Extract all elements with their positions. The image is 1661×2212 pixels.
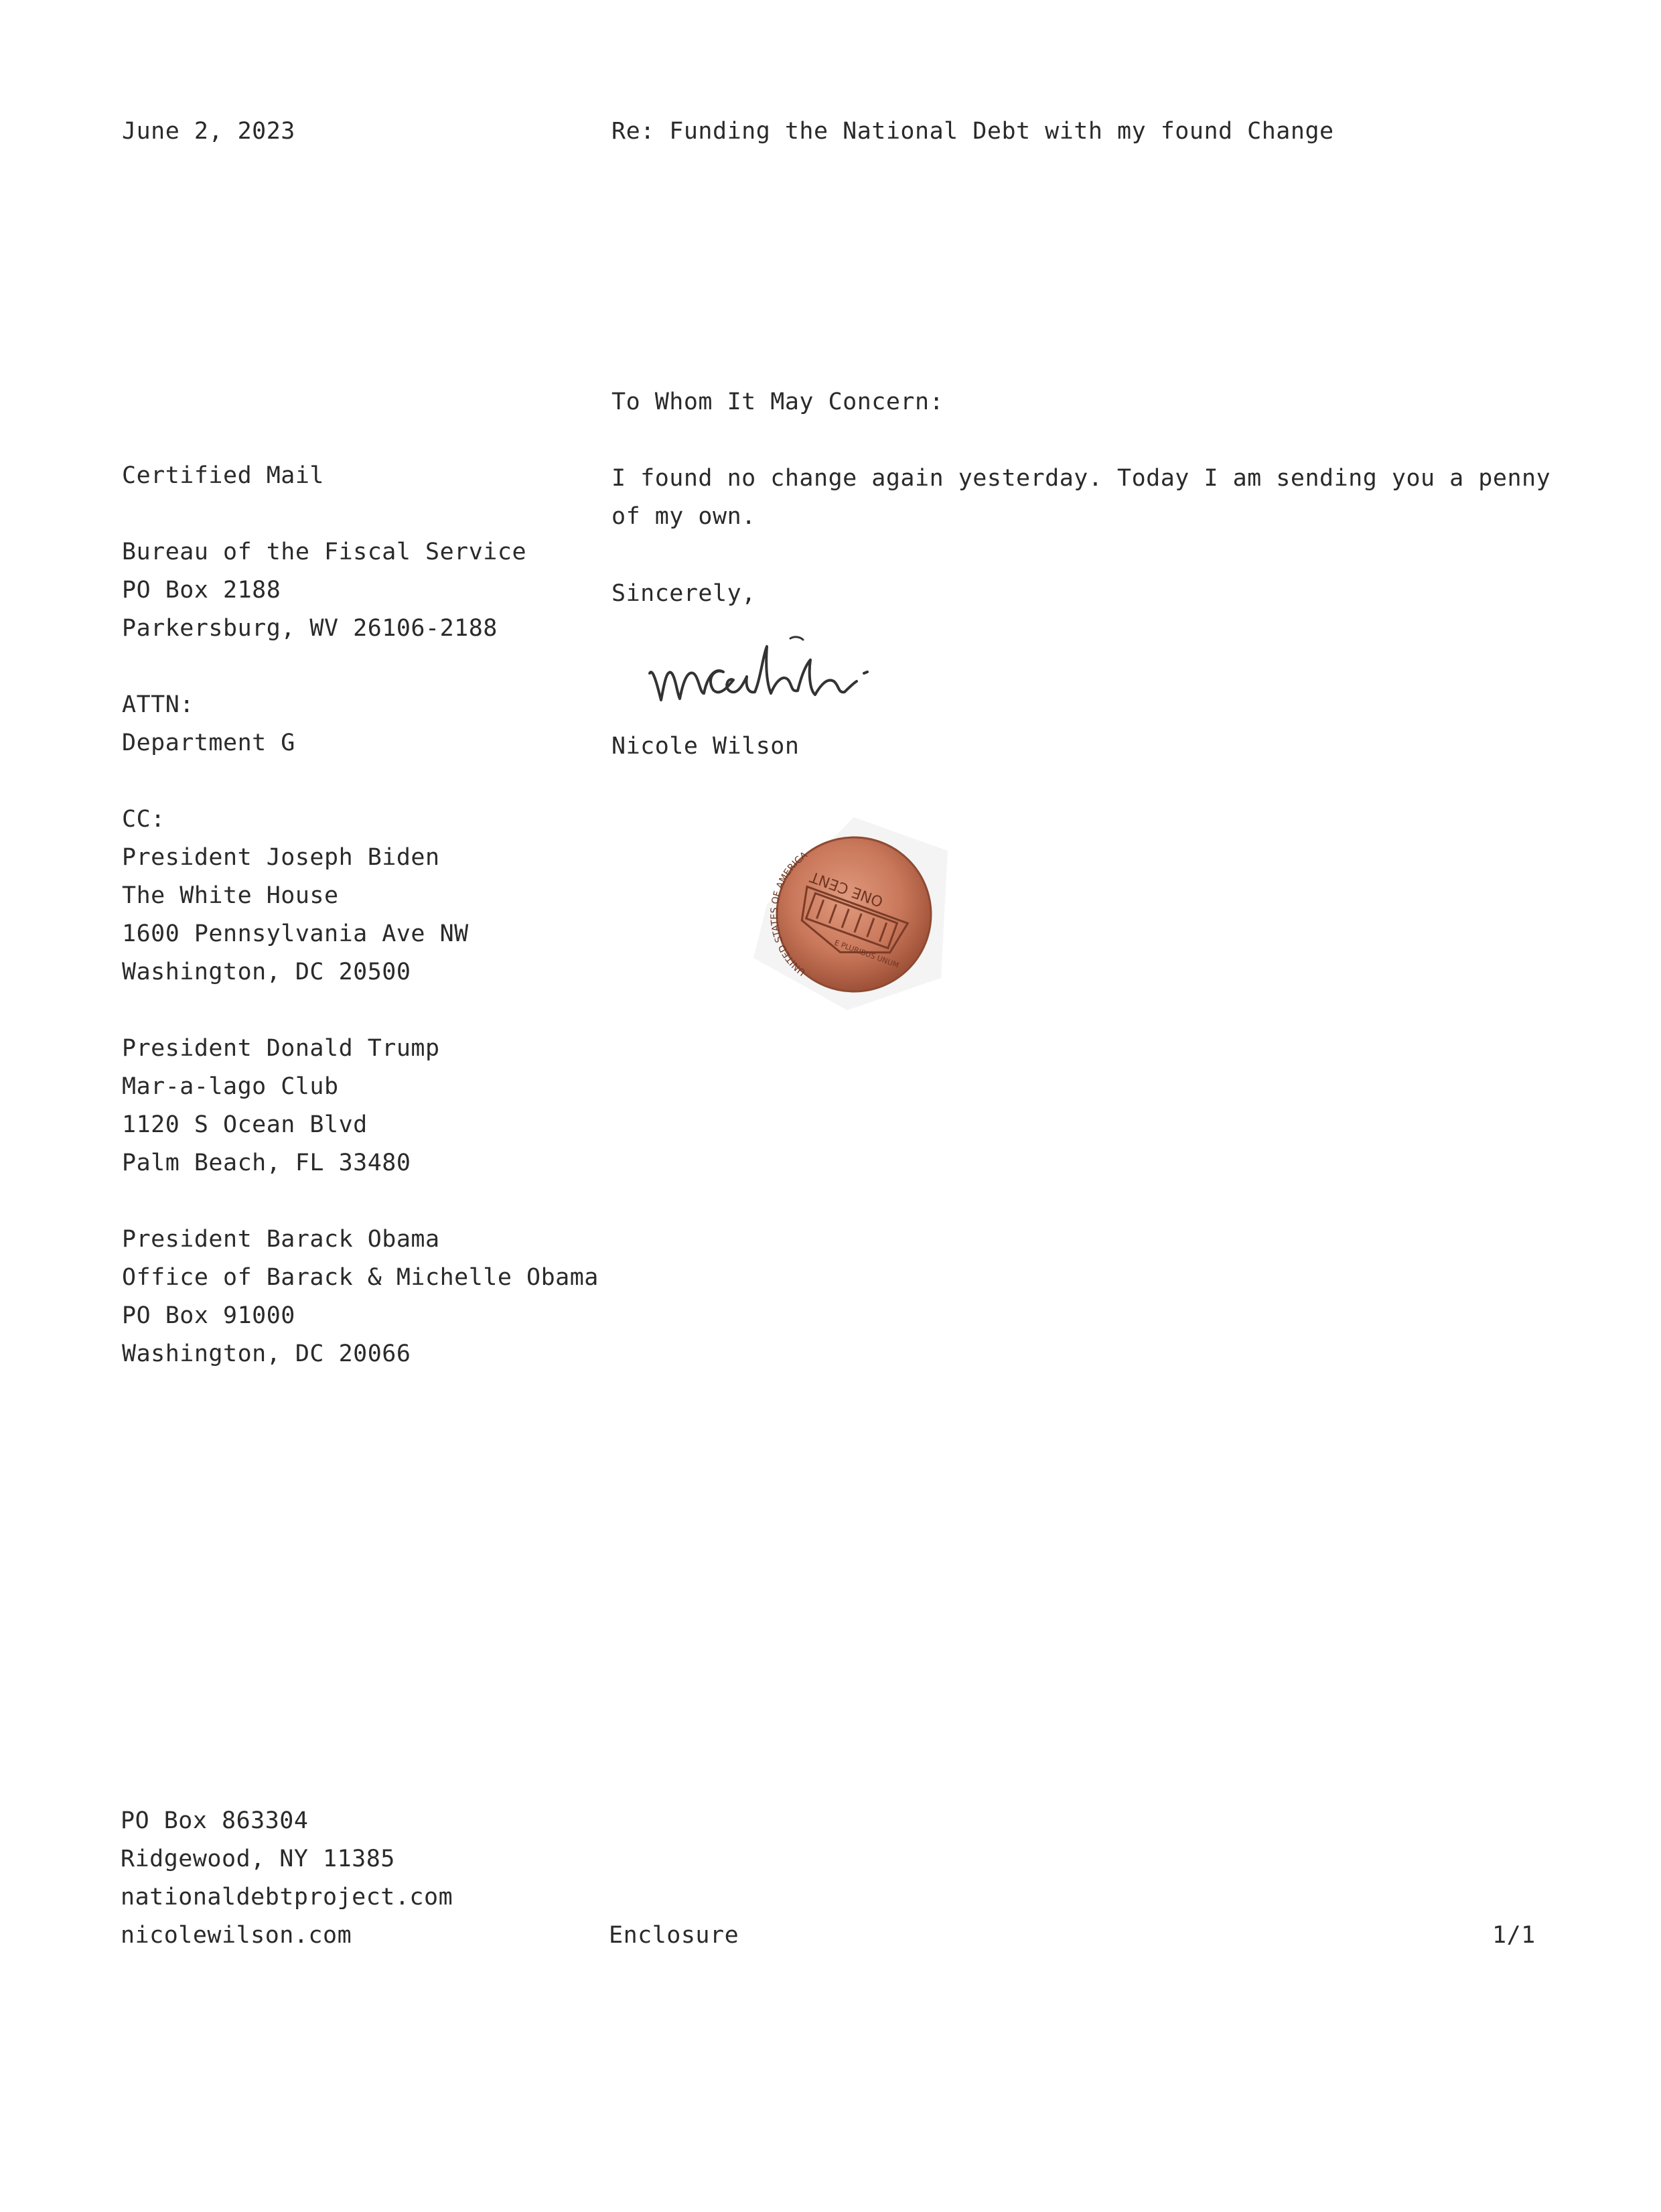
cc-line: President Donald Trump [122,1035,440,1062]
footer-link: nicolewilson.com [121,1922,352,1949]
cc-line: Washington, DC 20066 [122,1340,411,1367]
cc-line: Washington, DC 20500 [122,959,411,985]
cc-line: Mar-a-lago Club [122,1073,339,1100]
cc-line: The White House [122,882,339,909]
cc-line: 1120 S Ocean Blvd [122,1111,368,1138]
handwritten-signature [640,626,1001,713]
attn-label: ATTN: [122,691,194,718]
letter-date: June 2, 2023 [122,118,295,145]
letter-body [611,460,1550,536]
footer-line: Ridgewood, NY 11385 [121,1846,395,1872]
penny-coin-icon [747,811,961,1012]
body-line: of my own. [611,503,756,530]
address-block [122,457,599,1373]
recipient-line: PO Box 2188 [122,577,281,604]
closing: Sincerely, [611,580,756,607]
mail-method: Certified Mail [122,462,325,489]
page-number: 1/1 [1492,1922,1536,1949]
cc-line: PO Box 91000 [122,1302,295,1329]
cc-label: CC: [122,806,165,833]
signer-name: Nicole Wilson [611,733,800,760]
recipient-line: Parkersburg, WV 26106-2188 [122,615,498,642]
footer-link: nationaldebtproject.com [121,1884,453,1911]
cc-line: Office of Barack & Michelle Obama [122,1264,599,1291]
enclosure-label: Enclosure [609,1922,739,1949]
salutation: To Whom It May Concern: [611,389,944,415]
coin-inscription: E PLURIBUS UNUM [833,938,900,970]
coin-inscription: ONE CENT [808,868,886,910]
footer-address [121,1802,453,1955]
cc-line: Palm Beach, FL 33480 [122,1150,411,1176]
attn-value: Department G [122,730,295,756]
coin-inscription: UNITED STATES OF AMERICA [769,849,810,978]
cc-line: 1600 Pennsylvania Ave NW [122,920,469,947]
recipient-line: Bureau of the Fiscal Service [122,539,527,565]
cc-line: President Barack Obama [122,1226,440,1253]
footer-line: PO Box 863304 [121,1807,309,1834]
body-line: I found no change again yesterday. Today I am sending you a penny [611,465,1551,492]
letter-subject: Re: Funding the National Debt with my found Change [611,118,1334,145]
cc-line: President Joseph Biden [122,844,440,871]
